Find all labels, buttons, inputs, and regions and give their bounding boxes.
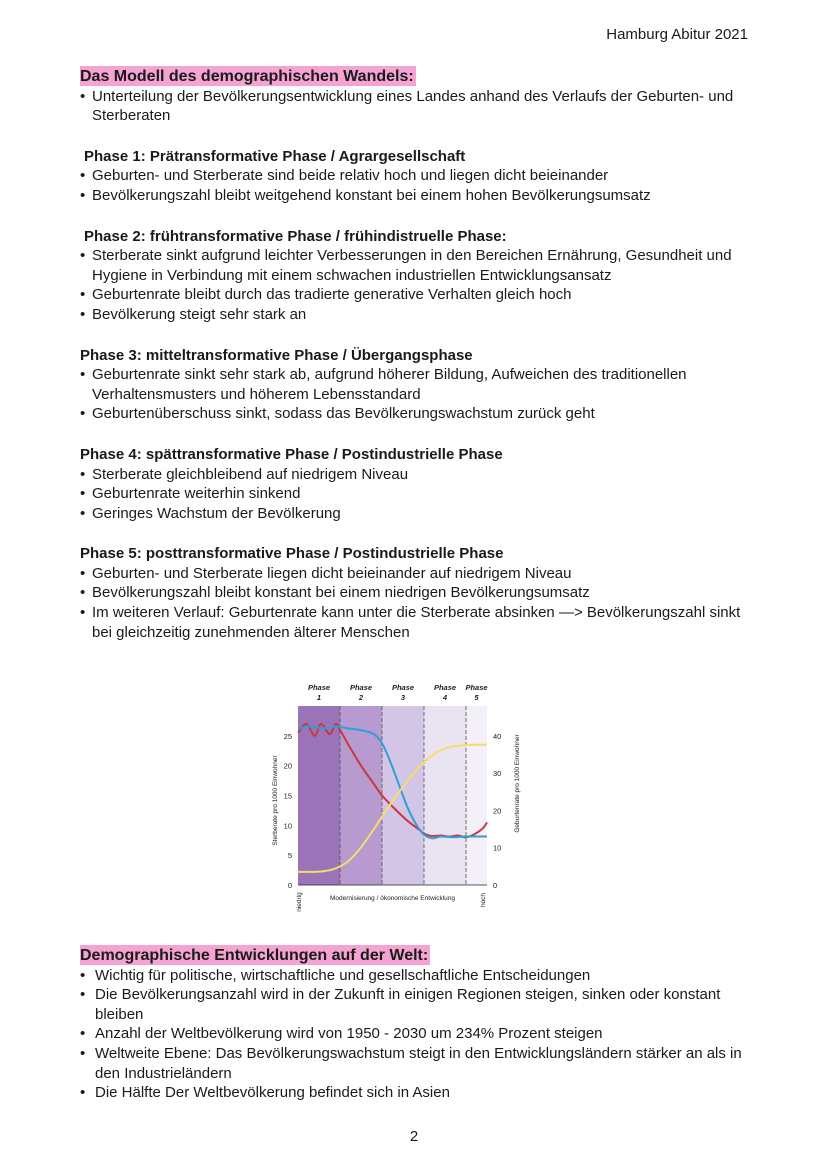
list-item: • Geburtenrate sinkt sehr stark ab, aufgrund höherer Bildung, Aufweichen des traditionellen Verhaltensmusters und höherem Lebensstandard [80, 365, 750, 404]
y-left-axis-label: Sterberate pro 1000 Einwohner [272, 755, 279, 846]
y-left-tick-label: 5 [287, 851, 292, 861]
list-item: • Geburten- und Sterberate sind beide relativ hoch und liegen dicht beieinander [80, 166, 750, 186]
section-title-model: Das Modell des demographischen Wandels: [80, 68, 414, 85]
phase-label-number: 3 [400, 693, 406, 702]
y-right-tick-label: 20 [493, 806, 502, 816]
list-item: • Geburtenrate bleibt durch das tradierte generative Verhalten gleich hoch [80, 285, 750, 305]
phase-label-word: Phase [433, 683, 457, 692]
phase-bullets [80, 365, 750, 424]
phase-block-5 [80, 544, 750, 642]
list-item: • Die Bevölkerungsanzahl wird in der Zukunft in einigen Regionen steigen, sinken oder konstant bleiben [80, 985, 750, 1024]
y-right-tick-label: 30 [493, 769, 502, 779]
list-item: • Bevölkerungszahl bleibt konstant bei einem niedrigen Bevölkerungsumsatz [80, 583, 750, 603]
list-item: • Bevölkerung steigt sehr stark an [80, 305, 750, 325]
phase-label-number: 4 [442, 693, 448, 702]
phase-title-rest: : frühtransformative Phase / frühindistruelle Phase: [140, 227, 507, 245]
list-item: • Geburten- und Sterberate liegen dicht beieinander auf niedrigem Niveau [80, 564, 750, 584]
phase-bullets [80, 166, 750, 205]
phase-label-number: 5 [474, 693, 479, 702]
phase-title [80, 227, 750, 247]
phase-band [466, 706, 487, 885]
phase-bullets [80, 465, 750, 524]
phase-bullets [80, 564, 750, 642]
phase-block-2 [80, 227, 750, 325]
list-item: • Anzahl der Weltbevölkerung wird von 1950 - 2030 um 234% Prozent steigen [80, 1024, 750, 1044]
list-item: • Die Hälfte Der Weltbevölkerung befindet sich in Asien [80, 1083, 750, 1103]
list-item: • Unterteilung der Bevölkerungsentwicklung eines Landes anhand des Verlaufs der Geburten- und Sterberaten [80, 87, 750, 126]
phase-block-3 [80, 346, 750, 424]
y-left-tick-label: 20 [283, 761, 292, 771]
y-left-tick-label: 0 [287, 881, 292, 890]
y-left-tick-label: 25 [283, 731, 292, 741]
section-intro-list [80, 87, 750, 126]
phase-band [298, 706, 340, 885]
y-right-axis-label: Geburtenrate pro 1000 Einwohner [514, 734, 521, 833]
phase-label-word: Phase [391, 683, 415, 692]
phase-title-prefix: Phase 4: spättransformative Phase / Postindustrielle Phase [80, 445, 503, 463]
y-right-tick-label: 40 [493, 731, 502, 741]
document-header: Hamburg Abitur 2021 [606, 26, 748, 43]
y-left-tick-label: 10 [283, 821, 292, 831]
phase-title-prefix: Phase 1 [84, 147, 141, 165]
list-item: • Weltweite Ebene: Das Bevölkerungswachstum steigt in den Entwicklungsländern stärker an als in den Industrieländern [80, 1044, 750, 1083]
section-title-world: Demographische Entwicklungen auf der Welt: [80, 947, 429, 964]
page-number: 2 [409, 1128, 419, 1145]
phase-label-number: 1 [316, 693, 322, 702]
phase-title-prefix: Phase 3: mitteltransformative Phase / Übergangsphase [80, 346, 473, 364]
list-item: • Geringes Wachstum der Bevölkerung [80, 504, 750, 524]
phase-label-word: Phase [465, 683, 488, 692]
phase-block-4 [80, 445, 750, 523]
phase-title-prefix: Phase 5: posttransformative Phase / Postindustrielle Phase [80, 545, 504, 563]
x-axis-low-label: niedrig [296, 892, 303, 912]
demographic-transition-chart [265, 680, 521, 915]
list-item: • Im weiteren Verlauf: Geburtenrate kann unter die Sterberate absinken —> Bevölkerungszahl sinkt bei gleichzeitig zunehmenden älterer Menschen [80, 603, 750, 642]
phase-block-1 [80, 147, 750, 206]
phase-band [340, 706, 382, 885]
phase-title [80, 346, 750, 366]
phase-title [80, 445, 750, 465]
list-item: • Geburtenüberschuss sinkt, sodass das Bevölkerungswachstum zurück geht [80, 404, 750, 424]
main-content [80, 66, 750, 642]
y-right-tick-label: 0 [493, 881, 498, 890]
list-item: • Bevölkerungszahl bleibt weitgehend konstant bei einem hohen Bevölkerungsumsatz [80, 186, 750, 206]
list-item: • Wichtig für politische, wirtschaftliche und gesellschaftliche Entscheidungen [80, 966, 750, 986]
world-section [80, 945, 750, 1103]
phase-label-number: 2 [358, 693, 364, 702]
chart-svg [265, 680, 521, 915]
phase-title-rest: : Prätransformative Phase / Agrargesellschaft [140, 147, 466, 165]
phase-title-prefix: Phase 2 [84, 227, 141, 245]
list-item: • Sterberate gleichbleibend auf niedrigem Niveau [80, 465, 750, 485]
y-left-tick-label: 15 [283, 791, 292, 801]
phase-title [80, 147, 750, 167]
list-item: • Geburtenrate weiterhin sinkend [80, 484, 750, 504]
phase-label-word: Phase [349, 683, 373, 692]
world-bullets [80, 966, 750, 1103]
phase-label-word: Phase [307, 683, 331, 692]
phase-band [424, 706, 466, 885]
phase-bullets [80, 246, 750, 324]
phase-title [80, 544, 750, 564]
x-axis-high-label: hoch [480, 892, 487, 908]
x-axis-label: Modernisierung / ökonomische Entwicklung [329, 895, 456, 902]
y-right-tick-label: 10 [493, 843, 502, 853]
list-item: • Sterberate sinkt aufgrund leichter Verbesserungen in den Bereichen Ernährung, Gesundheit und Hygiene in Verbindung mit einem schwachen industriellen Entwicklungsansatz [80, 246, 750, 285]
